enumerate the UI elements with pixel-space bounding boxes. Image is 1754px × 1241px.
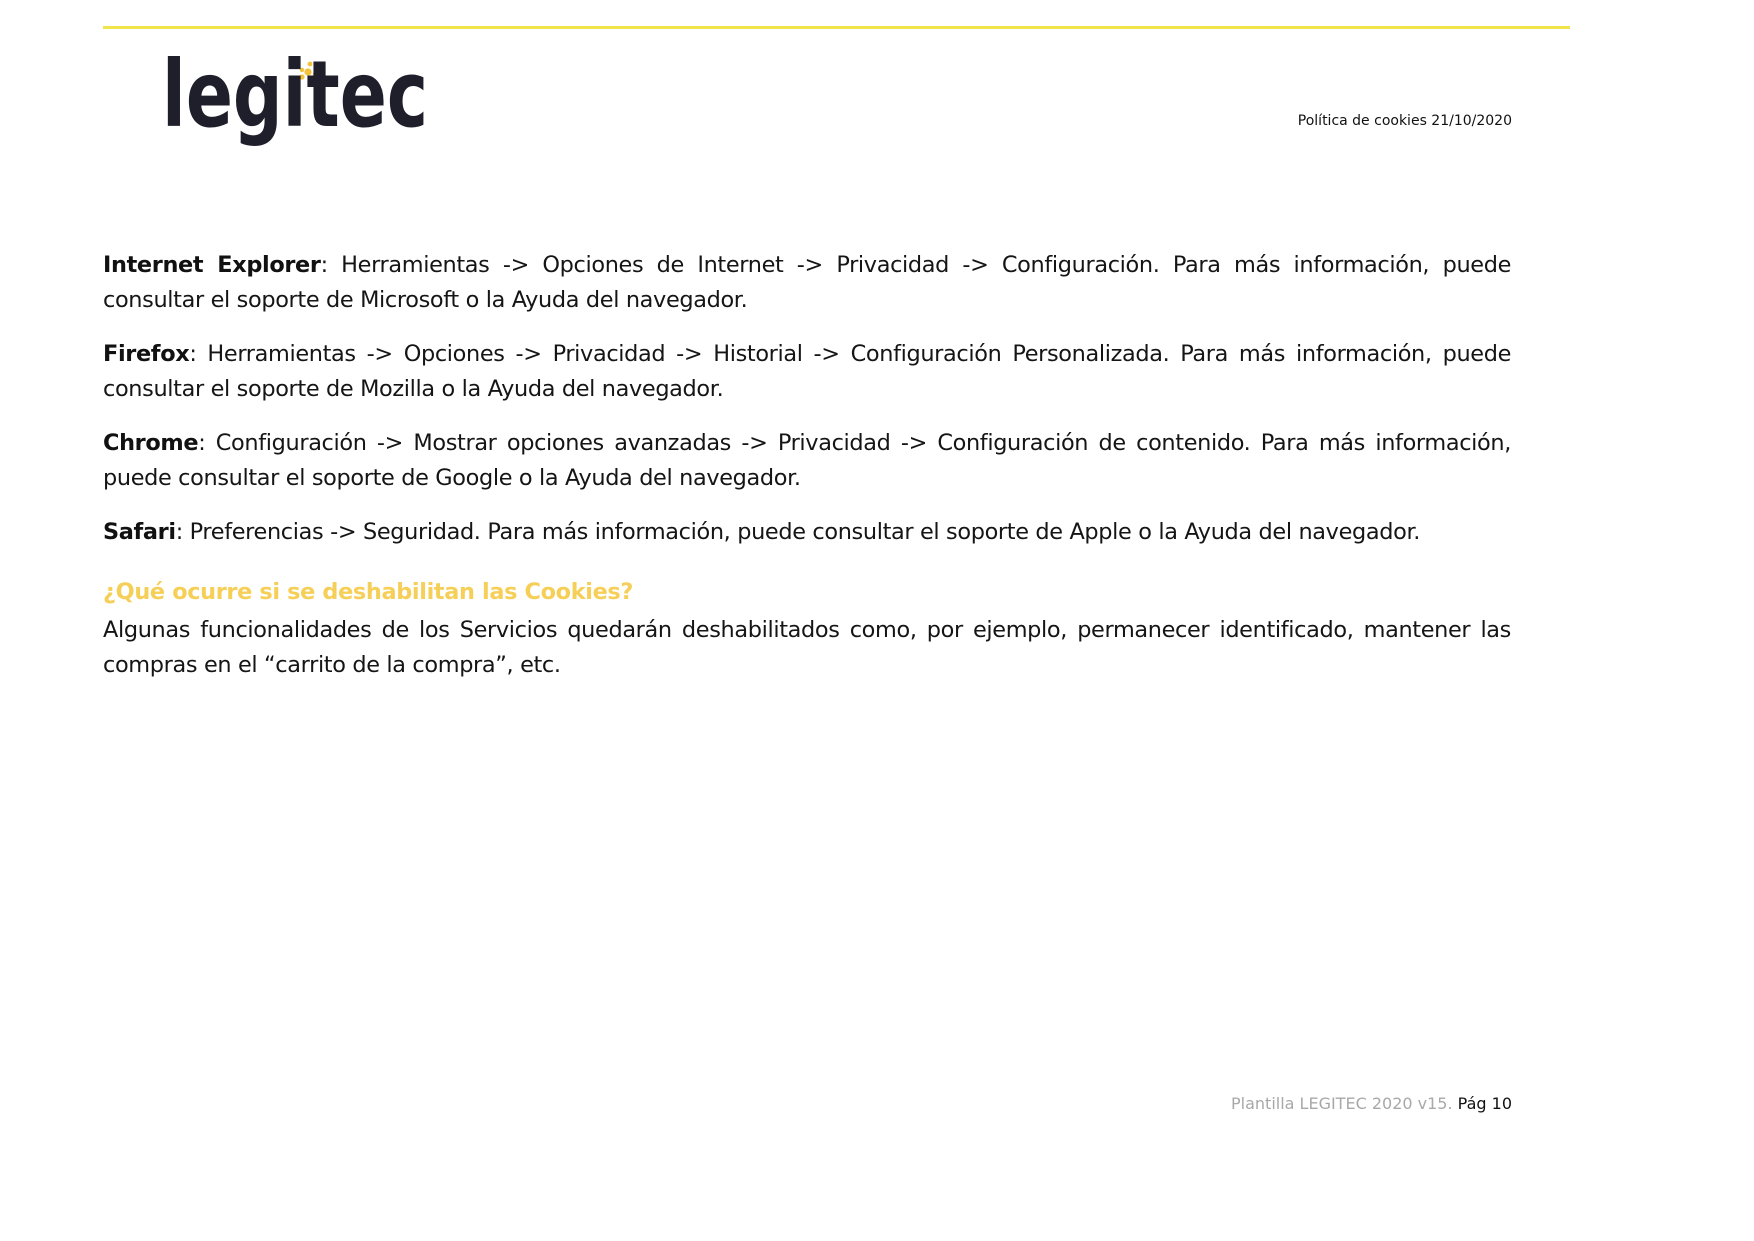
browser-instructions-firefox bbox=[103, 337, 1511, 407]
page-number: Pág 10 bbox=[1457, 1094, 1512, 1113]
browser-steps: : Herramientas -> Opciones de Internet -> Privacidad -> Configuración. Para más información, puede consultar el soporte de Microsoft o la Ayuda del navegador. bbox=[103, 252, 1511, 313]
browser-name: Internet Explorer bbox=[103, 252, 321, 278]
logo-wordmark: legitec bbox=[162, 41, 428, 148]
browser-name: Safari bbox=[103, 519, 176, 545]
template-label: Plantilla LEGITEC 2020 v15. bbox=[1231, 1094, 1453, 1113]
browser-steps: : Configuración -> Mostrar opciones avanzadas -> Privacidad -> Configuración de contenido. Para más información, puede consultar el soporte de Google o la Ayuda del navegador. bbox=[103, 430, 1511, 491]
browser-steps: : Herramientas -> Opciones -> Privacidad -> Historial -> Configuración Personalizada. Para más información, puede consultar el soporte de Mozilla o la Ayuda del navegador. bbox=[103, 341, 1511, 402]
browser-name: Chrome bbox=[103, 430, 199, 456]
section-body: Algunas funcionalidades de los Servicios quedarán deshabilitados como, por ejemplo, permanecer identificado, mantener las compras en el “carrito de la compra”, etc. bbox=[103, 617, 1511, 678]
browser-instructions-safari bbox=[103, 515, 1511, 550]
section-heading: ¿Qué ocurre si se deshabilitan las Cookies? bbox=[103, 579, 634, 605]
browser-name: Firefox bbox=[103, 341, 190, 367]
legitec-logo bbox=[162, 41, 432, 166]
browser-instructions-chrome bbox=[103, 426, 1511, 496]
header-rule bbox=[103, 26, 1570, 29]
document-title-date: Política de cookies 21/10/2020 bbox=[1297, 113, 1512, 129]
document-body bbox=[103, 248, 1511, 702]
browser-instructions-internet-explorer bbox=[103, 248, 1511, 318]
page-footer bbox=[1231, 1094, 1512, 1113]
browser-steps: : Preferencias -> Seguridad. Para más información, puede consultar el soporte de Apple o la Ayuda del navegador. bbox=[175, 519, 1421, 545]
